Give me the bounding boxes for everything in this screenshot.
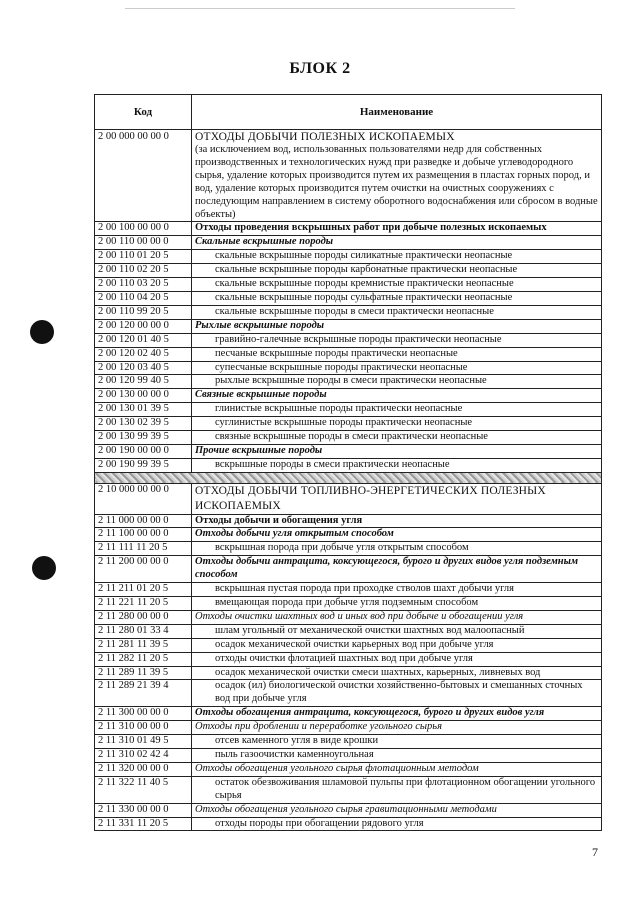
code-cell: 2 00 110 03 20 5 [95, 278, 192, 292]
table-row [95, 735, 602, 749]
code-cell: 2 00 110 00 00 0 [95, 236, 192, 250]
table-row [95, 319, 602, 333]
name-text: Отходы добычи антрацита, коксующегося, бурого и других видов угля подземным способом [195, 556, 579, 581]
name-text: ОТХОДЫ ДОБЫЧИ ПОЛЕЗНЫХ ИСКОПАЕМЫХ [195, 131, 455, 143]
name-text: гравийно-галечные вскрышные породы практически неопасные [215, 333, 502, 345]
name-cell [192, 347, 602, 361]
table-row [95, 597, 602, 611]
name-cell [192, 431, 602, 445]
header-code: Код [95, 95, 192, 130]
table-row [95, 403, 602, 417]
code-cell: 2 11 330 00 00 0 [95, 803, 192, 817]
code-cell: 2 00 110 99 20 5 [95, 305, 192, 319]
code-cell: 2 00 100 00 00 0 [95, 222, 192, 236]
table-row [95, 707, 602, 721]
name-text: Прочие вскрышные породы [195, 444, 323, 456]
code-cell: 2 00 120 03 40 5 [95, 361, 192, 375]
name-text: вмещающая порода при добыче угля подземным способом [215, 597, 479, 608]
name-text: песчаные вскрышные породы практически неопасные [215, 347, 458, 359]
name-text: отсев каменного угля в виде крошки [215, 735, 379, 747]
code-cell: 2 11 310 02 42 4 [95, 748, 192, 762]
name-text: Отходы очистки шахтных вод и иных вод при добыче и обогащении угля [195, 610, 524, 622]
name-text: суглинистые вскрышные породы практически неопасные [215, 417, 473, 429]
table-row [95, 417, 602, 431]
code-cell: 2 11 300 00 00 0 [95, 707, 192, 721]
name-cell [192, 483, 602, 514]
table-row [95, 333, 602, 347]
header-name: Наименование [192, 95, 602, 130]
name-text: Отходы обогащения антрацита, коксующегося, бурого и других видов угля [195, 707, 545, 719]
name-cell [192, 417, 602, 431]
name-text: остаток обезвоживания шламовой пульпы при флотационном обогащении угольного сырья [215, 776, 596, 801]
name-cell [192, 776, 602, 803]
code-cell: 2 11 211 01 20 5 [95, 583, 192, 597]
table-row [95, 375, 602, 389]
name-text: скальные вскрышные породы карбонатные практически неопасные [215, 264, 518, 276]
name-text: Отходы при дроблении и переработке угольного сырья [195, 721, 442, 733]
table-header-row [95, 95, 602, 130]
code-cell: 2 11 310 01 49 5 [95, 735, 192, 749]
name-cell [192, 528, 602, 542]
table-row [95, 583, 602, 597]
table-row [95, 347, 602, 361]
code-cell: 2 00 110 02 20 5 [95, 264, 192, 278]
name-text: ОТХОДЫ ДОБЫЧИ ТОПЛИВНО-ЭНЕРГЕТИЧЕСКИХ ПОЛЕЗНЫХ ИСКОПАЕМЫХ [195, 484, 546, 512]
code-cell: 2 00 120 02 40 5 [95, 347, 192, 361]
code-cell: 2 11 322 11 40 5 [95, 776, 192, 803]
table-row [95, 542, 602, 556]
name-text: Отходы проведения вскрышных работ при добыче полезных ископаемых [195, 222, 547, 234]
code-cell: 2 11 310 00 00 0 [95, 721, 192, 735]
name-text: глинистые вскрышные породы практически неопасные [215, 403, 463, 415]
name-text: шлам угольный от механической очистки шахтных вод малоопасный [215, 624, 525, 636]
name-cell [192, 291, 602, 305]
name-text: скальные вскрышные породы силикатные практически неопасные [215, 250, 513, 262]
separator-row [95, 472, 602, 483]
name-cell [192, 762, 602, 776]
code-cell: 2 11 100 00 00 0 [95, 528, 192, 542]
name-cell [192, 403, 602, 417]
name-text: Рыхлые вскрышные породы [195, 319, 325, 331]
table-row [95, 278, 602, 292]
table-row [95, 431, 602, 445]
code-cell: 2 11 000 00 00 0 [95, 514, 192, 528]
punch-hole-lower [32, 556, 56, 580]
code-cell: 2 00 190 99 39 5 [95, 458, 192, 472]
name-cell [192, 444, 602, 458]
table-row [95, 680, 602, 707]
name-text: скальные вскрышные породы в смеси практически неопасные [215, 305, 494, 317]
code-cell: 2 00 130 02 39 5 [95, 417, 192, 431]
name-cell [192, 514, 602, 528]
name-text: вскрышная порода при добыче угля открытым способом [215, 542, 469, 554]
page-number: 7 [592, 845, 598, 859]
name-text: Отходы добычи и обогащения угля [195, 514, 363, 526]
table-row [95, 458, 602, 472]
name-cell [192, 361, 602, 375]
name-cell [192, 264, 602, 278]
name-cell [192, 666, 602, 680]
name-cell [192, 680, 602, 707]
name-text: Отходы обогащения угольного сырья флотационным методом [195, 762, 479, 774]
code-cell: 2 00 130 99 39 5 [95, 431, 192, 445]
table-row [95, 610, 602, 624]
name-cell [192, 610, 602, 624]
name-cell [192, 333, 602, 347]
table-row [95, 305, 602, 319]
name-cell [192, 305, 602, 319]
name-text: скальные вскрышные породы кремнистые практически неопасные [215, 278, 514, 290]
code-cell: 2 11 280 01 33 4 [95, 624, 192, 638]
top-rule [125, 8, 515, 9]
name-text: рыхлые вскрышные породы в смеси практически неопасные [215, 375, 487, 387]
name-cell [192, 583, 602, 597]
code-cell: 2 10 000 00 00 0 [95, 483, 192, 514]
code-cell: 2 00 120 99 40 5 [95, 375, 192, 389]
name-text: осадок (ил) биологической очистки хозяйственно-бытовых и смешанных сточных вод при добыче угля [215, 680, 583, 705]
table-row [95, 483, 602, 514]
table-row [95, 514, 602, 528]
code-cell: 2 11 320 00 00 0 [95, 762, 192, 776]
table-row [95, 222, 602, 236]
name-cell [192, 130, 602, 222]
table-row [95, 130, 602, 222]
name-cell [192, 638, 602, 652]
name-text: вскрышные породы в смеси практически неопасные [215, 458, 450, 470]
table-row [95, 748, 602, 762]
name-text: пыль газоочистки каменноугольная [215, 748, 374, 760]
code-cell: 2 11 289 11 39 5 [95, 666, 192, 680]
name-cell [192, 236, 602, 250]
code-cell: 2 11 281 11 39 5 [95, 638, 192, 652]
name-note: (за исключением вод, использованных пользователями недр для собственных производственных и технологических нужд при разведке и добыче углеводородного сырья, удаление которых производится путем их размещения в пластах горных пород, и вод, удаление которых производится путем очистки на очистных сооружениях с последующим направлением в систему оборотного водоснабжения или сбросом в водные объекты) [195, 144, 598, 220]
code-cell: 2 11 221 11 20 5 [95, 597, 192, 611]
table-row [95, 250, 602, 264]
name-text: вскрышная пустая порода при проходке стволов шахт добычи угля [215, 583, 514, 595]
name-text: связные вскрышные породы в смеси практически неопасные [215, 431, 488, 443]
table-row [95, 361, 602, 375]
name-cell [192, 319, 602, 333]
table-row [95, 721, 602, 735]
name-text: Отходы добычи угля открытым способом [195, 528, 394, 540]
table-row [95, 444, 602, 458]
name-text: скальные вскрышные породы сульфатные практически неопасные [215, 291, 513, 303]
table-row [95, 803, 602, 817]
name-cell [192, 556, 602, 583]
code-cell: 2 11 331 11 20 5 [95, 817, 192, 831]
table-row [95, 389, 602, 403]
name-cell [192, 652, 602, 666]
table-row [95, 638, 602, 652]
table-row [95, 762, 602, 776]
code-cell: 2 00 190 00 00 0 [95, 444, 192, 458]
table-body [95, 130, 602, 831]
name-cell [192, 721, 602, 735]
table-row [95, 528, 602, 542]
name-text: супесчаные вскрышные породы практически неопасные [215, 361, 468, 373]
name-text: осадок механической очистки карьерных вод при добыче угля [215, 638, 494, 650]
code-cell: 2 11 111 11 20 5 [95, 542, 192, 556]
code-cell: 2 00 000 00 00 0 [95, 130, 192, 222]
code-cell: 2 00 120 01 40 5 [95, 333, 192, 347]
name-cell [192, 458, 602, 472]
scan-artifact-band [95, 472, 602, 483]
name-cell [192, 250, 602, 264]
code-cell: 2 00 110 01 20 5 [95, 250, 192, 264]
name-cell [192, 278, 602, 292]
table-row [95, 776, 602, 803]
name-text: Скальные вскрышные породы [195, 236, 334, 248]
code-cell: 2 00 110 04 20 5 [95, 291, 192, 305]
name-cell [192, 222, 602, 236]
code-cell: 2 00 130 01 39 5 [95, 403, 192, 417]
name-text: отходы очистки флотацией шахтных вод при добыче угля [215, 652, 473, 664]
name-cell [192, 748, 602, 762]
table-row [95, 236, 602, 250]
name-cell [192, 375, 602, 389]
code-cell: 2 00 120 00 00 0 [95, 319, 192, 333]
name-cell [192, 597, 602, 611]
code-cell: 2 00 130 00 00 0 [95, 389, 192, 403]
punch-hole-upper [30, 320, 54, 344]
name-cell [192, 735, 602, 749]
table-row [95, 817, 602, 831]
table-row [95, 264, 602, 278]
code-cell: 2 11 282 11 20 5 [95, 652, 192, 666]
code-cell: 2 11 289 21 39 4 [95, 680, 192, 707]
code-cell: 2 11 280 00 00 0 [95, 610, 192, 624]
table-row [95, 624, 602, 638]
table-row [95, 652, 602, 666]
table-row [95, 291, 602, 305]
name-cell [192, 389, 602, 403]
table-row [95, 556, 602, 583]
table-row [95, 666, 602, 680]
name-cell [192, 707, 602, 721]
block-title: БЛОК 2 [289, 60, 351, 77]
waste-classification-table [94, 94, 602, 831]
name-text: отходы породы при обогащении рядового угля [215, 817, 424, 829]
name-cell [192, 803, 602, 817]
name-cell [192, 624, 602, 638]
code-cell: 2 11 200 00 00 0 [95, 556, 192, 583]
name-cell [192, 817, 602, 831]
name-text: Отходы обогащения угольного сырья гравитационными методами [195, 803, 497, 815]
name-text: осадок механической очистки смеси шахтных, карьерных, ливневых вод [215, 666, 541, 678]
name-text: Связные вскрышные породы [195, 389, 327, 401]
name-cell [192, 542, 602, 556]
